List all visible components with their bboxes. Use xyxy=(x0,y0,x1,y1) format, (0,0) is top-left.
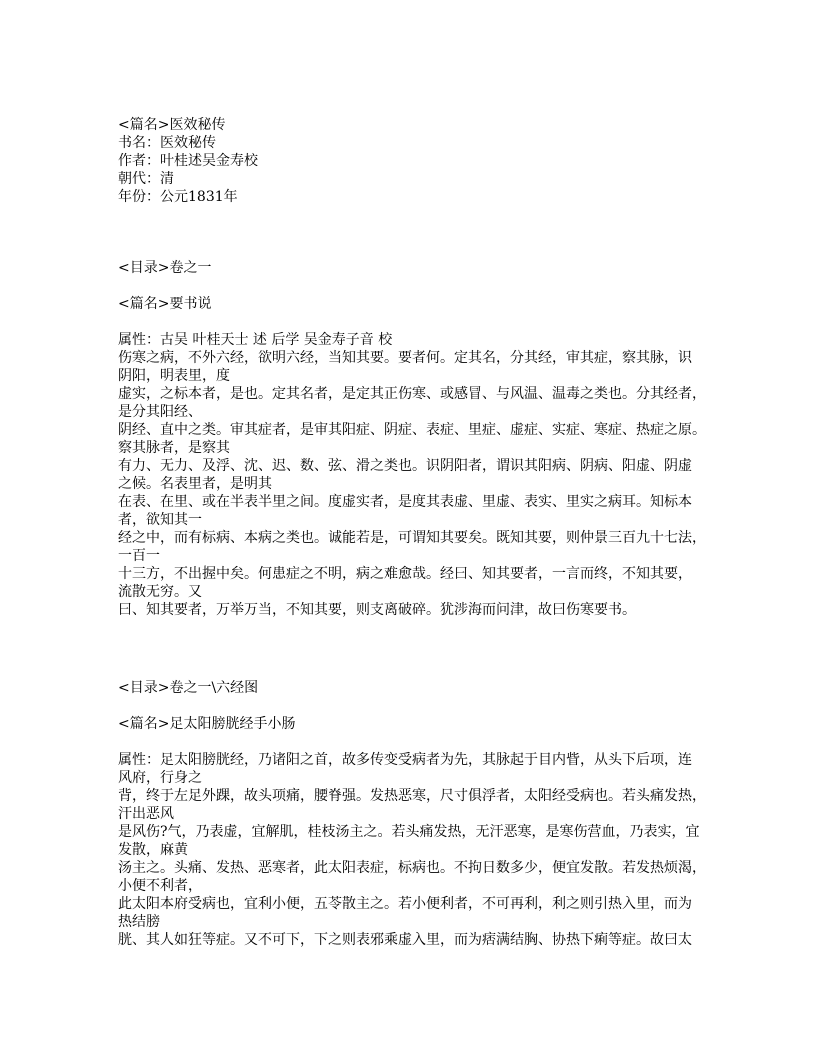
text-line: 流散无穷。又 xyxy=(118,584,202,600)
text-line: 风府，行身之 xyxy=(118,770,202,786)
text-line: 一百一 xyxy=(118,548,160,564)
text-line: 书名：医效秘传 xyxy=(118,135,216,151)
toc-line: <目录>卷之一 xyxy=(118,260,212,276)
text-line: 热结膀 xyxy=(118,914,160,930)
text-line: 有力、无力、及浮、沈、迟、数、弦、滑之类也。识阴阳者，谓识其阳病、阴病、阳虚、阴虚 xyxy=(118,458,692,474)
text-line: 汗出恶风 xyxy=(118,806,174,822)
text-line: 此太阳本府受病也，宜利小便，五苓散主之。若小便利者，不可再利，利之则引热入里，而为 xyxy=(118,896,692,912)
text-line: 十三方，不出握中矣。何患症之不明，病之难愈哉。经曰、知其要者，一言而终，不知其要， xyxy=(118,566,692,582)
text-line: 年份：公元1831年 xyxy=(118,189,238,205)
text-line: 发散，麻黄 xyxy=(118,842,188,858)
text-line: 之候。名表里者，是明其 xyxy=(118,476,272,492)
text-line: 经之中，而有标病、本病之类也。诚能若是，可谓知其要矣。既知其要，则仲景三百九十七法， xyxy=(118,530,706,546)
text-line: 背，终于左足外踝，故头项痛，腰脊强。发热恶寒，尺寸俱浮者，太阳经受病也。若头痛发热， xyxy=(118,788,706,804)
chapter-title: <篇名>要书说 xyxy=(118,296,212,312)
text-line: 属性：古吴 叶桂天士 述 后学 吴金寿子音 校 xyxy=(118,332,393,348)
document-header xyxy=(118,116,718,206)
text-line: 是风伤?气，乃表虚，宜解肌，桂枝汤主之。若头痛发热，无汗恶寒，是寒伤营血，乃表实，宜 xyxy=(118,824,700,840)
text-line: 小便不利者， xyxy=(118,878,202,894)
section1-title xyxy=(118,295,718,313)
chapter-title: <篇名>足太阳膀胱经手小肠 xyxy=(118,716,296,732)
text-line: 伤寒之病，不外六经，欲明六经，当知其要。要者何。定其名，分其经，审其症，察其脉，识 xyxy=(118,350,692,366)
text-line: 曰、知其要者，万举万当，不知其要，则支离破碎。犹涉海而问津，故曰伤寒要书。 xyxy=(118,602,636,618)
text-line: 阴阳，明表里，度 xyxy=(118,368,230,384)
section2-body xyxy=(118,751,718,949)
toc-line: <目录>卷之一\六经图 xyxy=(118,680,259,696)
text-line: 在表、在里、或在半表半里之间。度虚实者，是度其表虚、里虚、表实、里实之病耳。知标本 xyxy=(118,494,692,510)
text-line: 胱、其人如狂等症。又不可下，下之则表邪乘虚入里，而为痞满结胸、协热下痢等症。故曰太 xyxy=(118,932,692,948)
text-line: 者，欲知其一 xyxy=(118,512,202,528)
section1-body xyxy=(118,331,718,619)
text-line: 朝代：清 xyxy=(118,171,174,187)
text-line: <篇名>医效秘传 xyxy=(118,117,226,133)
text-line: 是分其阳经、 xyxy=(118,404,202,420)
text-line: 察其脉者，是察其 xyxy=(118,440,230,456)
text-line: 属性：足太阳膀胱经，乃诸阳之首，故多传变受病者为先，其脉起于目内眥，从头下后项，连 xyxy=(118,752,692,768)
section1-toc xyxy=(118,259,718,277)
section2-toc xyxy=(118,679,718,697)
text-line: 汤主之。头痛、发热、恶寒者，此太阳表症，标病也。不拘日数多少，便宜发散。若发热烦渴， xyxy=(118,860,706,876)
section2-title xyxy=(118,715,718,733)
text-line: 作者：叶桂述吴金寿校 xyxy=(118,153,258,169)
text-line: 虚实，之标本者，是也。定其名者，是定其正伤寒、或感冒、与风温、温毒之类也。分其经者， xyxy=(118,386,706,402)
text-line: 阴经、直中之类。审其症者，是审其阳症、阴症、表症、里症、虚症、实症、寒症、热症之原。 xyxy=(118,422,706,438)
